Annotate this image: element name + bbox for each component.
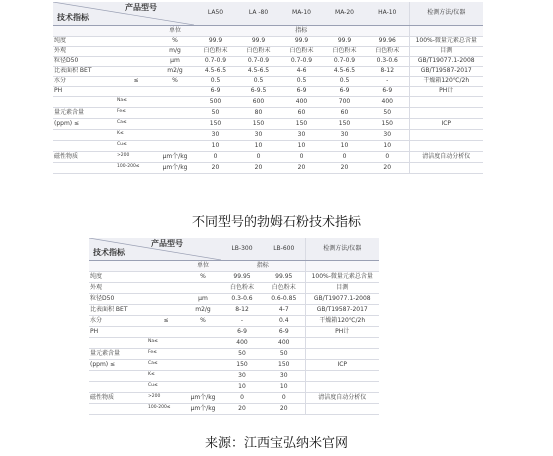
table-row: 水分 ≤ % - 0.4 干燥箱120℃/2h: [89, 315, 379, 326]
table-row: Cu≤ 10 10 10 10 10: [53, 140, 483, 151]
table-row: 纯度 % 99.9 99.9 99.9 99.9 99.96 100%-微量元素总含量: [53, 36, 483, 46]
model-header: MA-10: [280, 2, 323, 25]
spec-header: 指标: [221, 260, 305, 271]
trace-label-2: (ppm) ≤: [89, 359, 147, 370]
spec-table-2: [89, 238, 379, 415]
caption-source: 来源：江西宝弘纳米官网: [204, 436, 348, 451]
table-row: Cu≤ 10 10: [89, 381, 379, 392]
model-header: HA-10: [366, 2, 409, 25]
table-row: 纯度 % 99.95 99.95 100%-微量元素总含量: [89, 271, 379, 282]
corner-product-label: 产品型号: [151, 239, 183, 248]
table-row: K≤ 30 30: [89, 370, 379, 381]
table-row: 100-200≤ μm个/kg 20 20 20 20 20: [53, 162, 483, 173]
model-header: LB-300: [221, 238, 263, 260]
table-row: Na≤ 400 400: [89, 337, 379, 348]
trace-method: ICP: [305, 359, 379, 370]
table-row: K≤ 30 30 30 30 30: [53, 129, 483, 140]
spec-table-1: [53, 2, 483, 174]
corner-header: [89, 238, 221, 260]
table-row: 100-200≤ μm个/kg 20 20: [89, 403, 379, 414]
table-row: 磁性物质 >200 μm个/kg 0 0 清洁度自动分析仪: [89, 392, 379, 403]
model-header: MA-20: [323, 2, 366, 25]
table-row: PH 6-9 6-9 PH计: [89, 326, 379, 337]
trace-label: 量元素含量: [89, 348, 147, 359]
magnetic-label: 磁性物质: [53, 151, 116, 162]
trace-label: 量元素含量: [53, 107, 116, 118]
model-header: LA -80: [237, 2, 280, 25]
table-row: (ppm) ≤ Ca≤ 150 150 150 150 150 ICP: [53, 118, 483, 129]
spec-header: 指标: [194, 25, 409, 36]
model-header: LB-600: [263, 238, 305, 260]
magnetic-method: 清洁度自动分析仪: [305, 392, 379, 403]
table-row: PH 6-9 6-9.5 6-9 6-9 6-9 PH计: [53, 86, 483, 96]
table-row: 外观 白色粉末 白色粉末 目测: [89, 282, 379, 293]
table-row: 外观 m/g 白色粉末 白色粉末 白色粉末 白色粉末 白色粉末 目测: [53, 46, 483, 56]
trace-method: ICP: [409, 118, 483, 129]
unit-header: 单位: [156, 25, 194, 36]
table-row: 比表面积 BET m2/g 8-12 4-7 GB/T19587-2017: [89, 304, 379, 315]
method-header: 检测方法/仪器: [409, 2, 483, 25]
caption-table-1: 不同型号的勃姆石粉技术指标: [191, 215, 361, 230]
table-row: 量元素含量 Fe≤ 50 50: [89, 348, 379, 359]
table-row: 粒径D50 μm 0.3-0.6 0.6-0.85 GB/T19077.1-2008: [89, 293, 379, 304]
magnetic-method: 清洁度自动分析仪: [409, 151, 483, 162]
corner-product-label: 产品型号: [125, 3, 157, 12]
table-row: 水分 ≤ % 0.5 0.5 0.5 0.5 - 干燥箱120℃/2h: [53, 76, 483, 86]
table-row: 粒径D50 μm 0.7-0.9 0.7-0.9 0.7-0.9 0.7-0.9 0.3-0.6 GB/T19077.1-2008: [53, 56, 483, 66]
method-header: 检测方法/仪器: [305, 238, 379, 260]
table-row: Na≤ 500 600 400 700 400: [53, 96, 483, 107]
magnetic-label: 磁性物质: [89, 392, 147, 403]
corner-header: [53, 2, 194, 25]
unit-header: 单位: [185, 260, 221, 271]
table-row: (ppm) ≤ Ca≤ 150 150 ICP: [89, 359, 379, 370]
trace-label-2: (ppm) ≤: [53, 118, 116, 129]
model-header: LA50: [194, 2, 237, 25]
table-row: 磁性物质 >200 μm个/kg 0 0 0 0 0 清洁度自动分析仪: [53, 151, 483, 162]
table-row: 量元素含量 Fe≤ 50 80 60 60 50: [53, 107, 483, 118]
corner-tech-label: 技术指标: [57, 13, 89, 22]
table-row: 比表面积 BET m2/g 4.5-6.5 4.5-6.5 4-6 4.5-6.5 8-12 GB/T19587-2017: [53, 66, 483, 76]
corner-tech-label: 技术指标: [93, 248, 125, 257]
